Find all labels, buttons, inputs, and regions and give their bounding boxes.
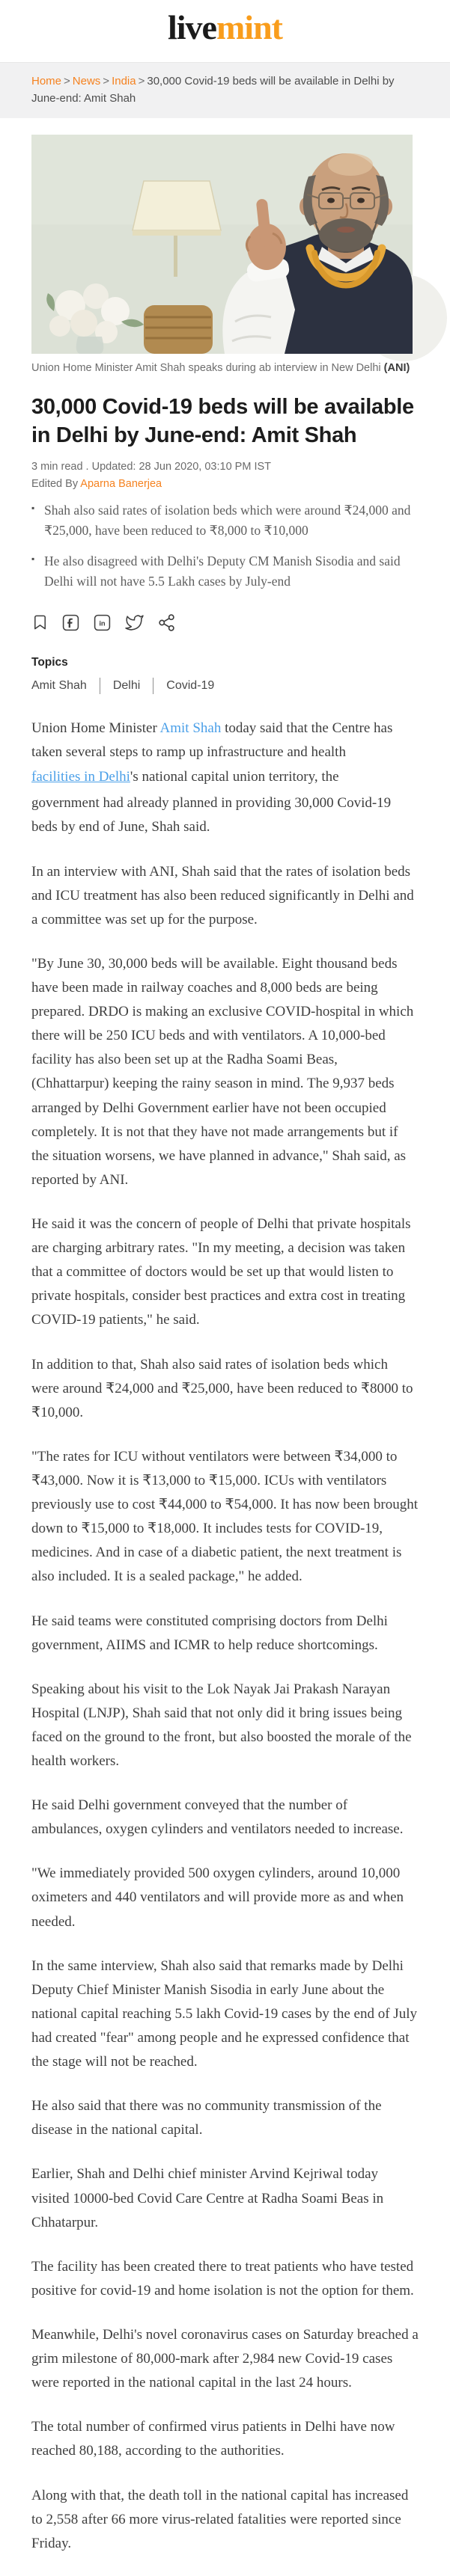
topic-link-covid19[interactable]: Covid-19 — [166, 679, 215, 693]
paragraph: Along with that, the death toll in the national capital has increased to 2,558 after 66 more virus-related fatalities were reported since Friday. — [31, 2487, 409, 2551]
paragraph: Speaking about his visit to the Lok Nayak Jai Prakash Narayan Hospital (LNJP), Shah said that not only did it bring issues being faced on the ground to the front, but also boosted the morale of the health workers. — [31, 1681, 412, 1770]
breadcrumb-separator: > — [138, 74, 145, 88]
glitched-link[interactable]: facilities in Delhi — [31, 769, 130, 785]
glitched-text-line — [31, 767, 419, 785]
paragraph: Earlier, Shah and Delhi chief minister Arvind Kejriwal today visited 10000-bed Covid Care Centre at Radha Soami Beas in Chhatarpur. — [31, 2166, 384, 2230]
page-title: 30,000 Covid-19 beds will be available in Delhi by June-end: Amit Shah — [31, 395, 414, 447]
article-body — [31, 717, 419, 2556]
logo-mint-text: mint — [216, 8, 282, 46]
caption-text: Union Home Minister Amit Shah speaks during ab interview in New Delhi — [31, 362, 381, 375]
twitter-icon[interactable] — [124, 613, 145, 632]
breadcrumb-link-home[interactable]: Home — [31, 74, 62, 88]
paragraph: He also said that there was no community transmission of the disease in the national capital. — [31, 2098, 382, 2138]
site-header — [0, 0, 450, 62]
paragraph: "We immediately provided 500 oxygen cylinders, around 10,000 oximeters and 440 ventilators and will provide more as and when needed. — [31, 1865, 404, 1930]
paragraph: The total number of confirmed virus patients in Delhi have now reached 80,188, according to the authorities. — [31, 2419, 395, 2459]
article-highlights — [31, 500, 419, 592]
svg-text:in: in — [99, 619, 106, 627]
livemint-logo[interactable] — [168, 9, 282, 47]
topics-row — [31, 678, 419, 694]
breadcrumb-separator: > — [103, 74, 110, 88]
highlight-item: ▪ He also disagreed with Delhi's Deputy CM Manish Sisodia and said Delhi will not have 5.5 Lakh cases by July-end — [31, 551, 419, 592]
paragraph: He said teams were constituted comprising doctors from Delhi government, AIIMS and ICMR to help reduce shortcomings. — [31, 1613, 388, 1653]
glitched-text: 's national capital union territory, the — [130, 769, 339, 785]
author-link[interactable]: Aparna Banerjea — [80, 477, 162, 490]
breadcrumb-separator: > — [64, 74, 70, 88]
breadcrumb — [0, 62, 450, 119]
article-meta: 3 min read . Updated: 28 Jun 2020, 03:10 PM IST — [31, 460, 271, 473]
topic-link-amit-shah[interactable]: Amit Shah — [31, 679, 87, 693]
paragraph: In an interview with ANI, Shah said that the rates of isolation beds and ICU treatment has also been reduced significantly in Delhi and a committee was set up for the purpose. — [31, 863, 414, 927]
paragraph: The facility has been created there to treat patients who have tested positive for covid-19 and home isolation is not the option for them. — [31, 2258, 414, 2299]
topic-link-delhi[interactable]: Delhi — [112, 679, 141, 693]
paragraph: He said it was the concern of people of Delhi that private hospitals are charging arbitrary rates. "In my meeting, a decision was taken that a committee of doctors would be set up that would listen to private hospitals, consider best practices and extra cost in treating COVID-19 patients," he said. — [31, 1215, 411, 1328]
paragraph-text: today said that the Centre has taken several steps to ramp up infrastructure and health — [31, 720, 393, 761]
paragraph: In addition to that, Shah also said rates of isolation beds which were around ₹24,000 and ₹25,000, have been reduced to ₹8000 to ₹10,000. — [31, 1356, 413, 1420]
paragraph-text: Union Home Minister — [31, 720, 160, 737]
amit-shah-link[interactable]: Amit Shah — [159, 720, 222, 737]
bookmark-icon[interactable] — [31, 613, 49, 632]
breadcrumb-current: 30,000 Covid-19 beds will be available in Delhi by June-end: Amit Shah — [31, 74, 395, 105]
share-icon[interactable] — [157, 613, 176, 632]
image-caption — [31, 361, 419, 375]
hero-photo-illustration — [31, 135, 413, 354]
edited-by-label: Edited By — [31, 477, 81, 490]
paragraph: "The rates for ICU without ventilators were between ₹34,000 to ₹43,000. Now it is ₹13,000 to ₹15,000. ICUs with ventilators previously use to cost ₹44,000 to ₹54,000. It has now been brought down to ₹15,000 to ₹18,000. It includes tests for COVID-19, medicines. And in case of a diabetic patient, the next treatment is also included. It is a sealed package," he added. — [31, 1448, 419, 1585]
logo-live-text: live — [168, 8, 216, 46]
paragraph: He said Delhi government conveyed that the number of ambulances, oxygen cylinders and ventilators needed to increase. — [31, 1797, 404, 1838]
paragraph: "By June 30, 30,000 beds will be available. Eight thousand beds have been made in railway coaches and 8,000 beds are being prepared. DRDO is making an exclusive COVID-hospital in which there will be 250 ICU beds and with ventilators. A 10,000-bed facility has also been set up at the Radha Soami Beas, (Chhattarpur) keeping the rainy season in mind. The 9,937 beds arranged by Delhi Government earlier have not been occupied completely. It is not that they have not made arrangements but if the situation worsens, we have planned in advance," Shah said, as reported by ANI. — [31, 955, 414, 1188]
caption-credit: (ANI) — [383, 362, 410, 375]
share-toolbar — [31, 613, 419, 632]
linkedin-icon[interactable] — [93, 613, 112, 632]
paragraph: Meanwhile, Delhi's novel coronavirus cases on Saturday breached a grim milestone of 80,000-mark after 2,984 new Covid-19 cases were reported in the national capital in the last 24 hours. — [31, 2327, 419, 2391]
highlight-item: ▪ Shah also said rates of isolation beds which were around ₹24,000 and ₹25,000, have been reduced to ₹8,000 to ₹10,000 — [31, 500, 419, 541]
article-hero-image — [31, 135, 419, 375]
breadcrumb-link-india[interactable]: India — [112, 74, 136, 88]
paragraph: In the same interview, Shah also said that remarks made by Delhi Deputy Chief Minister Manish Sisodia in early June about the national capital reaching 5.5 lakh Covid-19 cases by the end of July had created "fear" among people and he expressed confidence that the stage will not be reached. — [31, 1957, 417, 2070]
paragraph: government had already planned in providing 30,000 Covid-19 beds by end of June, Shah said. — [31, 795, 392, 835]
article-content — [0, 135, 450, 2556]
breadcrumb-link-news[interactable]: News — [72, 74, 101, 88]
topics-label: Topics — [31, 656, 68, 669]
facebook-icon[interactable] — [61, 613, 80, 632]
edited-by-row — [31, 478, 419, 490]
paragraph — [31, 717, 419, 764]
